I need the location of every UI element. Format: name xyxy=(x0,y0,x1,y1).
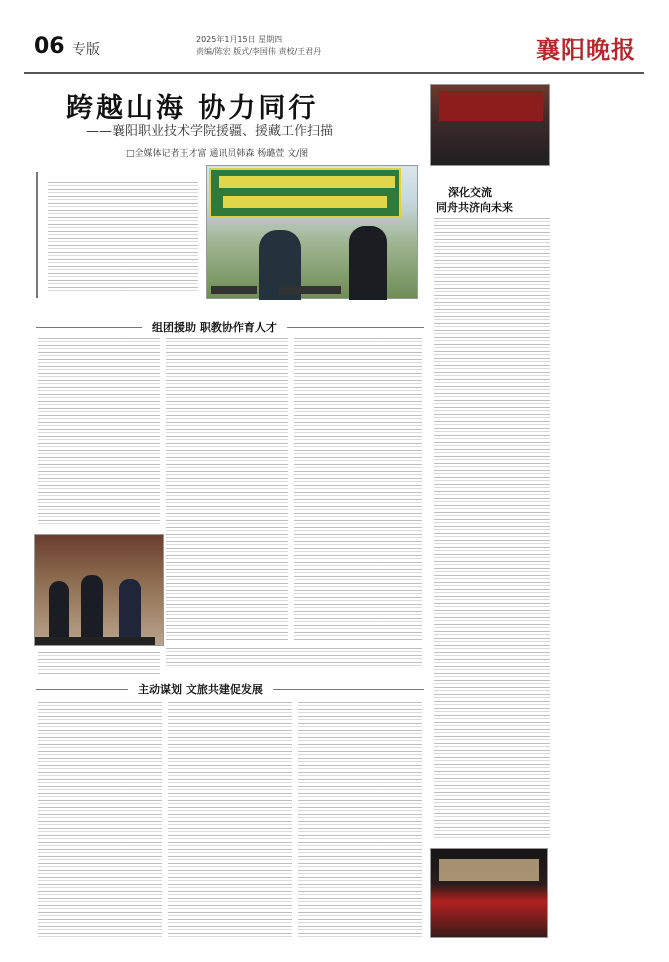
section-name: 专版 xyxy=(72,42,100,58)
article-column-1b xyxy=(38,702,162,940)
sign-text-line xyxy=(219,176,395,188)
section-heading-2: 主动谋划 文旅共建促发展 xyxy=(128,681,273,697)
issue-meta xyxy=(196,34,321,58)
photo-caption-text xyxy=(38,652,160,676)
ceremony-photo xyxy=(430,848,548,938)
page-header xyxy=(24,28,644,74)
person-figure xyxy=(119,579,141,645)
stage-banner xyxy=(439,91,543,121)
person-figure xyxy=(81,575,103,645)
newspaper-logo: 襄阳晚报 xyxy=(536,35,636,64)
article-column-3 xyxy=(294,338,422,642)
intro-box xyxy=(36,172,202,298)
sidebar-text-block xyxy=(434,218,550,840)
header-rule xyxy=(24,72,644,74)
article-column-2b xyxy=(168,702,292,940)
sign-text-line xyxy=(223,196,387,208)
stage-banner xyxy=(439,859,539,881)
sign-board xyxy=(209,168,401,218)
section-heading-1: 组团援助 职教协作育人才 xyxy=(142,319,287,335)
editor-line: 责编/陈宏 版式/李国伟 责校/王君丹 xyxy=(196,47,322,56)
sidebar-title-line1: 深化交流 xyxy=(448,186,492,199)
intro-text-block xyxy=(48,182,198,292)
person-figure xyxy=(49,581,69,645)
article-column-3b xyxy=(298,702,422,940)
article-column-2 xyxy=(166,338,288,642)
conference-photo xyxy=(430,84,550,166)
date-line: 2025年1月15日 星期四 xyxy=(196,35,283,44)
photo-caption-mark xyxy=(279,286,341,294)
person-figure xyxy=(349,226,387,300)
photo-caption-mark xyxy=(35,637,155,645)
article-subhead: ——襄阳职业技术学院援疆、援藏工作扫描 xyxy=(86,124,334,139)
sidebar-title-line2: 同舟共济向未来 xyxy=(436,201,513,214)
article-text-block xyxy=(166,648,422,668)
article-column-1 xyxy=(38,338,160,524)
page-number: 06 xyxy=(34,34,65,59)
article-headline: 跨越山海 协力同行 xyxy=(66,93,319,124)
classroom-photo xyxy=(34,534,164,646)
main-photo xyxy=(206,165,418,299)
article-byline: □全媒体记者王才富 通讯员韩森 杨璐萱 文/图 xyxy=(126,149,309,159)
photo-caption-mark xyxy=(433,155,549,163)
photo-caption-mark xyxy=(211,286,257,294)
